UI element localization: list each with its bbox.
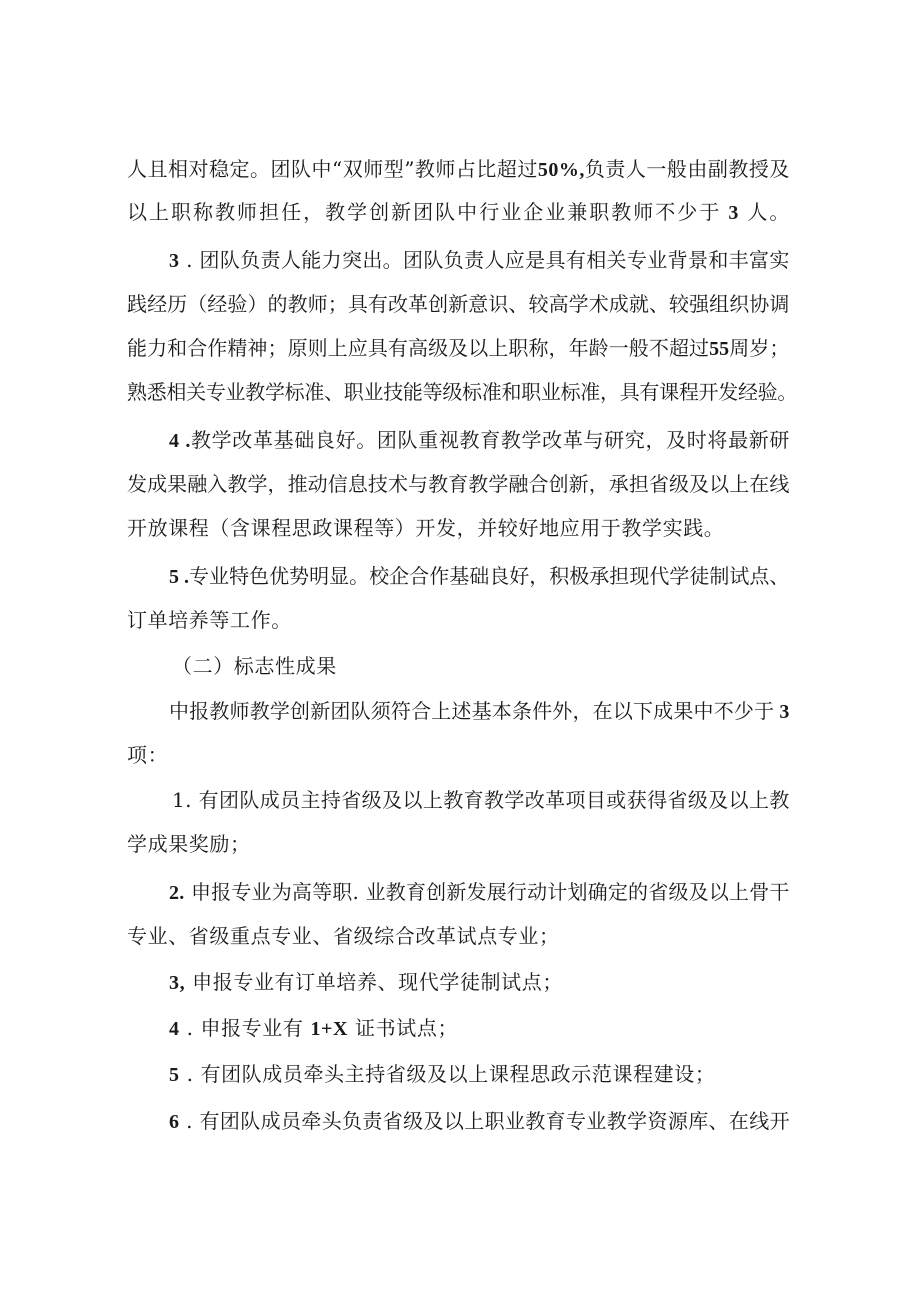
text-line [127, 608, 292, 632]
text-segment: 践经历（经验）的教师；具有改革创新意识、较高学术成就、较强组织协调 [127, 292, 790, 316]
text-line [169, 428, 790, 453]
text-line [169, 564, 789, 589]
text-segment: 人且相对稳定。团队中“双师型”教师占比超过 [127, 157, 538, 181]
bold-number: 3 [774, 701, 790, 723]
text-line [127, 472, 789, 496]
text-segment: 申报专业为高等职. 业教育创新发展行动计划确定的省级及以上骨干 [184, 880, 790, 904]
text-segment: 1. 有团队成员主持省级及以上教育教学改革项目或获得省级及以上教 [172, 788, 790, 812]
bold-number: 3 [721, 202, 748, 224]
text-segment: 发成果融入教学，推动信息技术与教育教学融合创新，承担省级及以上在线 [127, 472, 790, 496]
text-line [169, 1109, 790, 1134]
text-line [127, 200, 791, 225]
text-segment: . 团队负责人能力突出。团队负责人应是具有相关专业背景和丰富实 [179, 248, 790, 272]
bold-number: 55 [709, 338, 730, 360]
text-line [169, 1016, 458, 1041]
text-segment: 负责人一般由副教授及 [584, 157, 790, 181]
text-segment: 周岁； [729, 336, 790, 360]
text-line [127, 336, 789, 361]
bold-number: 1+X [310, 1018, 349, 1040]
text-segment: 开放课程（含课程思政课程等）开发，并较好地应用于教学实践。 [127, 516, 725, 540]
bold-number: 3, [169, 972, 186, 994]
text-line [127, 743, 168, 767]
text-segment: 专业特色优势明显。校企合作基础良好，积极承担现代学徒制试点、 [189, 564, 790, 588]
bold-number: 3 [169, 250, 180, 272]
text-line [127, 157, 790, 182]
bold-number: 50%, [537, 159, 585, 181]
text-segment: 专业、省级重点专业、省级综合改革试点专业； [127, 924, 560, 948]
text-segment: 学成果奖励； [127, 832, 251, 856]
bold-number: 5 [169, 1064, 180, 1086]
text-line [172, 788, 790, 812]
text-segment: . 申报专业有 [179, 1016, 311, 1040]
text-segment: 项： [127, 743, 169, 767]
text-segment: 教学改革基础良好。团队重视教育教学改革与研究，及时将最新研 [190, 428, 791, 452]
text-segment: 中报教师教学创新团队须符合上述基本条件外，在以下成果中不少于 [169, 699, 775, 723]
text-segment: . 有团队成员牵头主持省级及以上课程思政示范课程建设； [179, 1062, 716, 1086]
text-segment: 能力和合作精神；原则上应具有高级及以上职称，年龄一般不超过 [127, 336, 710, 360]
text-line [127, 832, 251, 856]
bold-number: 5 . [169, 566, 190, 588]
text-segment: 熟悉相关专业教学标准、职业技能等级标准和职业标准，具有课程开发经验。 [127, 380, 798, 404]
text-line [169, 699, 790, 724]
text-segment: 证书试点； [348, 1016, 459, 1040]
text-segment: . 有团队成员牵头负责省级及以上职业教育专业教学资源库、在线开 [179, 1109, 790, 1133]
bold-number: 2. [169, 882, 185, 904]
text-segment: 人。 [747, 200, 792, 224]
text-line [169, 248, 790, 273]
text-line [169, 970, 563, 995]
text-line [169, 880, 790, 905]
bold-number: 4 [169, 1018, 180, 1040]
text-line [169, 1062, 715, 1087]
text-line [127, 516, 724, 540]
bold-number: 6 [169, 1111, 180, 1133]
text-segment: 订单培养等工作。 [127, 608, 292, 632]
text-line [127, 924, 560, 948]
text-segment: 以上职称教师担任，教学创新团队中行业企业兼职教师不少于 [127, 200, 722, 224]
text-segment: （二）标志性成果 [172, 654, 337, 678]
text-line [127, 292, 789, 316]
text-line [127, 380, 797, 404]
bold-number: 4 . [169, 430, 191, 452]
text-segment: 申报专业有订单培养、现代学徒制试点； [185, 970, 563, 994]
text-line [172, 654, 337, 678]
